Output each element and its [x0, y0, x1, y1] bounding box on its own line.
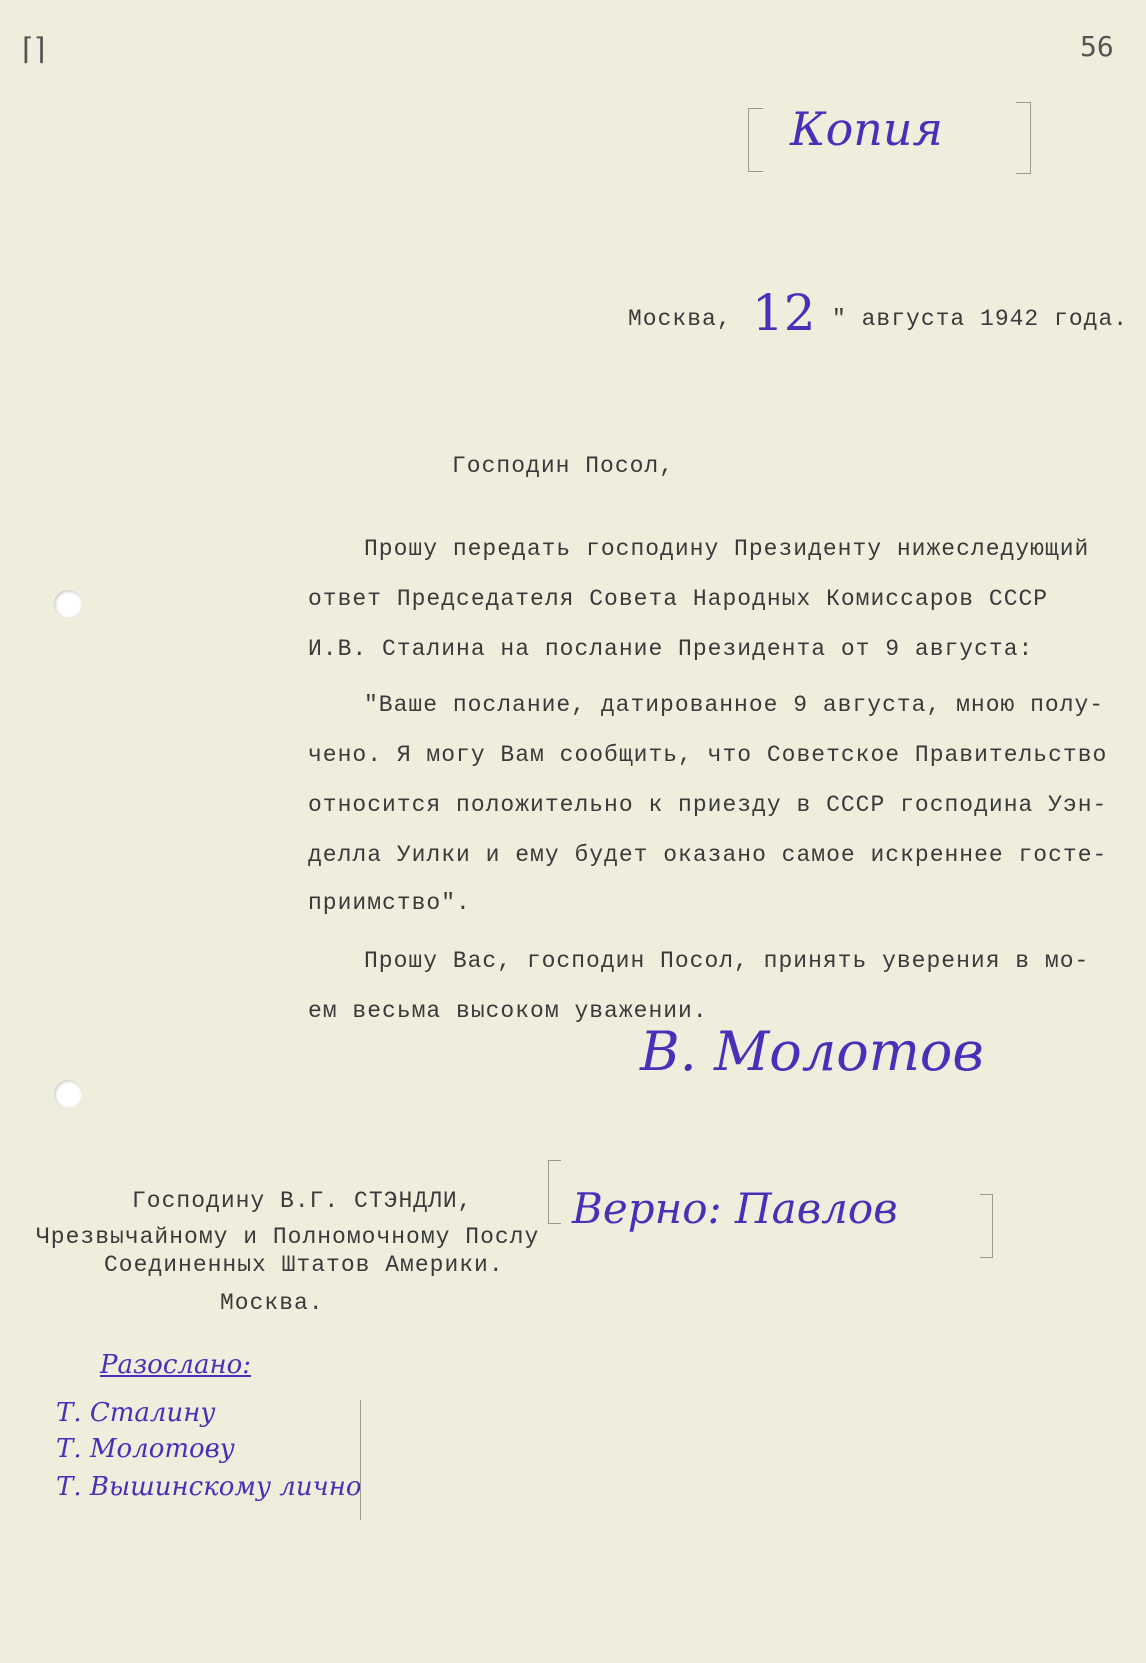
distribution-item: Т. Сталину: [56, 1398, 216, 1428]
addressee-line: Чрезвычайному и Полномочному Послу: [36, 1224, 540, 1250]
kopiya-stamp: Копия: [790, 102, 944, 156]
punch-hole-top: [54, 590, 82, 618]
distribution-item: Т. Молотову: [56, 1434, 235, 1464]
date-city: Москва,: [628, 306, 732, 332]
page-number: 56: [1080, 30, 1114, 63]
addressee-line: Москва.: [220, 1290, 324, 1316]
body-line: делла Уилки и ему будет оказано самое искреннее госте-: [308, 842, 1108, 868]
body-line: "Ваше послание, датированное 9 августа, мною полу-: [364, 692, 1105, 718]
salutation: Господин Посол,: [452, 453, 675, 479]
stamp-bracket-left: [748, 108, 763, 172]
body-line: И.В. Сталина на послание Президента от 9 августа:: [308, 636, 1034, 662]
body-line: чено. Я могу Вам сообщить, что Советское Правительство: [308, 742, 1108, 768]
note-bracket-left: [548, 1160, 561, 1224]
pencil-mark: ⌈⌉: [22, 32, 46, 67]
body-line: приимство".: [308, 890, 471, 916]
note-bracket-right: [980, 1194, 993, 1258]
verification-note: Верно: Павлов: [572, 1184, 898, 1233]
body-line: Прошу Вас, господин Посол, принять уверения в мо-: [364, 948, 1090, 974]
addressee-line: Господину В.Г. СТЭНДЛИ,: [132, 1188, 473, 1214]
distribution-item: Т. Вышинскому лично: [56, 1472, 362, 1502]
body-line: относится положительно к приезду в СССР господина Уэн-: [308, 792, 1108, 818]
body-line: ответ Председателя Совета Народных Комиссаров СССР: [308, 586, 1049, 612]
punch-hole-bottom: [54, 1080, 82, 1108]
body-line: Прошу передать господину Президенту нижеследующий: [364, 536, 1090, 562]
date-rest: " августа 1942 года.: [832, 306, 1129, 332]
addressee-line: Соединенных Штатов Америки.: [104, 1252, 504, 1278]
body-line: ем весьма высоком уважении.: [308, 998, 708, 1024]
signature: В. Молотов: [640, 1020, 984, 1083]
distribution-heading: Разослано:: [100, 1350, 251, 1380]
date-day: 12: [752, 284, 816, 342]
stamp-bracket-right: [1016, 102, 1031, 174]
distribution-bracket: [352, 1400, 361, 1520]
